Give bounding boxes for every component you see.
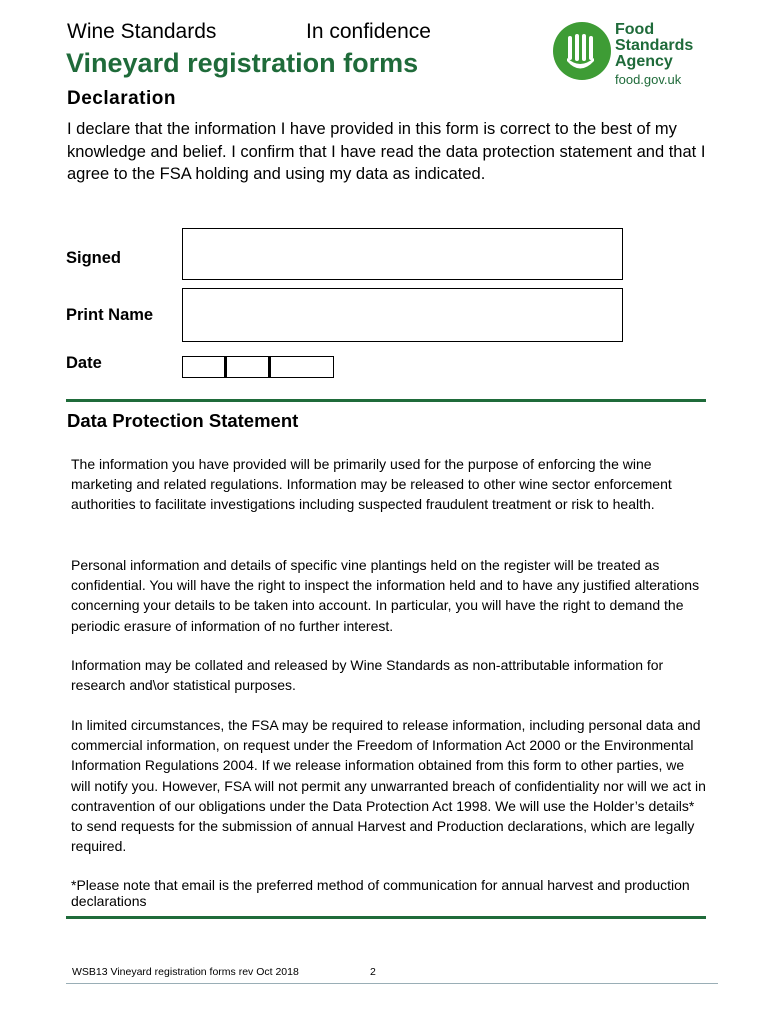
- dp-paragraph-1: The information you have provided will be primarily used for the purpose of enforcing the wine marketing and related regulations. Information may be released to other wine sector enforcement authorities to facilitate investigations including suspected fraudulent treatment or risk to health.: [71, 456, 672, 513]
- date-separator: [224, 357, 227, 377]
- logo-line-agency: Agency: [615, 53, 673, 70]
- declaration-text: I declare that the information I have provided in this form is correct to the best of my knowledge and belief. I confirm that I have read the data protection statement and that I agree to the FSA holding and using my data as indicated.: [67, 120, 706, 183]
- signed-label: Signed: [66, 249, 122, 267]
- date-separator: [268, 357, 271, 377]
- footer-doc-ref: WSB13 Vineyard registration forms rev Oct 2018: [72, 966, 299, 978]
- section-divider: [66, 399, 706, 402]
- date-label: Date: [66, 354, 102, 372]
- logo-line-food: Food: [615, 21, 655, 38]
- print-name-label: Print Name: [66, 306, 154, 324]
- dp-paragraph-3: Information may be collated and released by Wine Standards as non-attributable information for research and\or statistical purposes.: [71, 657, 664, 694]
- footer-divider: [66, 983, 718, 984]
- print-name-field[interactable]: [182, 288, 623, 342]
- dp-paragraph-2: Personal information and details of specific vine plantings held on the register will be treated as confidential. You will have the right to inspect the information held and to have any justified alterations concerning your details to be taken into account. In particular, you will have the right to demand the periodic erasure of information of no further interest.: [71, 557, 700, 634]
- header-org: Wine Standards: [67, 20, 217, 43]
- section-divider: [66, 916, 706, 919]
- fsa-fork-icon: [551, 20, 613, 82]
- dp-paragraph-4: In limited circumstances, the FSA may be required to release information, including personal data and commercial information, on request under the Freedom of Information Act 2000 or the Environmental Information Regulations 2004. If we release information obtained from this form to other parties, we will notify you. However, FSA will not permit any unwarranted breach of confidentiality nor will we act in contravention of our obligations under the Data Protection Act 1998. We will use the Holder’s details* to send requests for the submission of annual Harvest and Production declarations, which are legally required.: [71, 717, 706, 855]
- page-number: 2: [370, 966, 376, 978]
- logo-url: food.gov.uk: [615, 72, 682, 87]
- date-field[interactable]: [182, 356, 334, 378]
- header-confidentiality: In confidence: [306, 20, 431, 43]
- dp-note: *Please note that email is the preferred method of communication for annual harvest and production declarations: [71, 877, 690, 909]
- signed-field[interactable]: [182, 228, 623, 280]
- fsa-logo: [551, 18, 711, 90]
- declaration-heading: Declaration: [67, 88, 176, 109]
- logo-line-standards: Standards: [615, 37, 694, 54]
- data-protection-heading: Data Protection Statement: [67, 410, 299, 431]
- document-title: Vineyard registration forms: [66, 48, 419, 78]
